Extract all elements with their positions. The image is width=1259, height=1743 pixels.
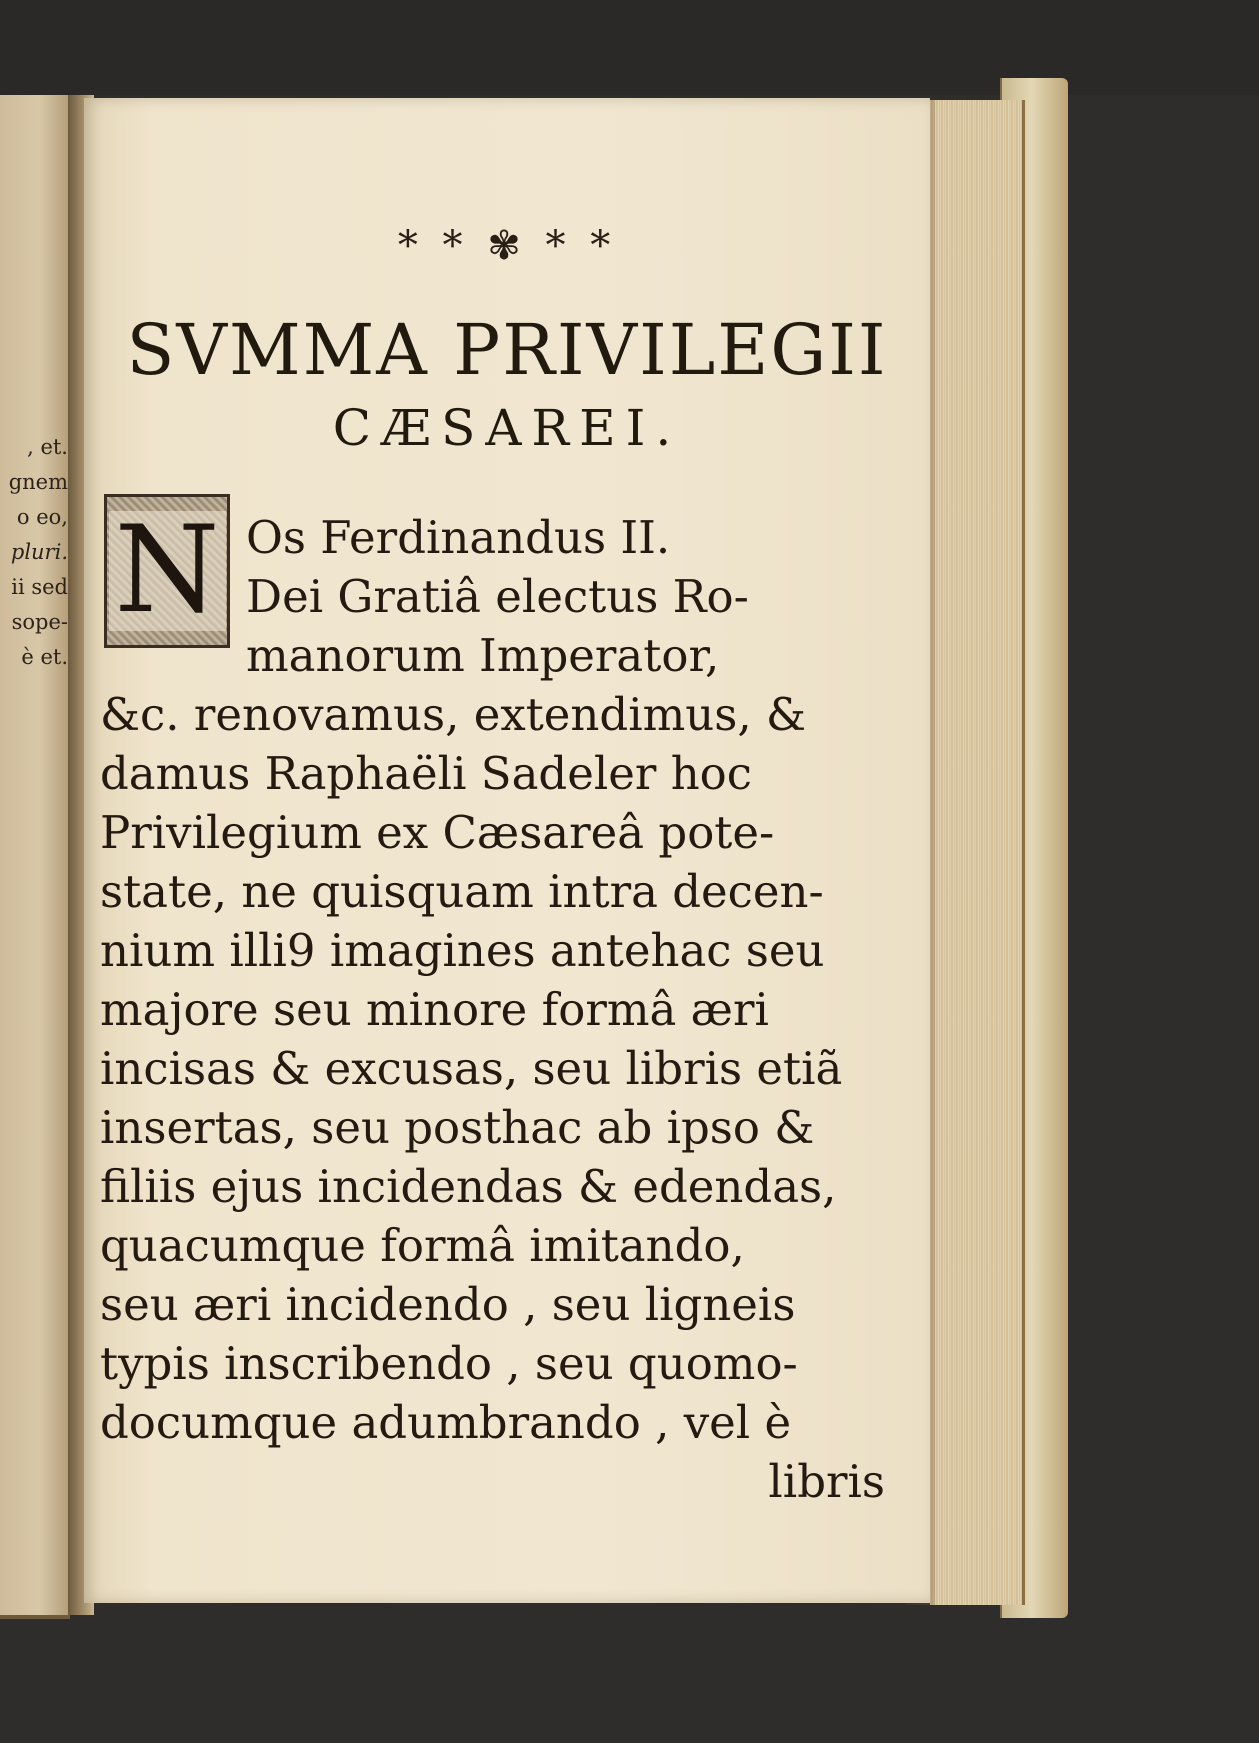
text-line: seu æri incidendo , seu ligneis	[100, 1278, 796, 1331]
text-line: &c. renovamus, extendimus, &	[100, 688, 807, 741]
previous-page-line: , et.	[27, 435, 68, 459]
previous-page-line: pluri.	[10, 540, 68, 564]
text-line: Dei Gratiâ electus Ro-	[246, 570, 749, 623]
text-line: filiis ejus incidendas & edendas,	[100, 1160, 837, 1213]
text-line: nium illi9 imagines antehac seu	[100, 924, 825, 977]
text-line: state, ne quisquam intra decen-	[100, 865, 824, 918]
book-page	[84, 98, 930, 1603]
book-fore-edge	[930, 100, 1025, 1605]
initial-letter: N	[109, 511, 226, 631]
text-line: quacumque formâ imitando,	[100, 1219, 745, 1272]
text-line: manorum Imperator,	[246, 629, 720, 682]
text-line: damus Raphaëli Sadeler hoc	[100, 747, 752, 800]
previous-page-line: sope-	[11, 610, 68, 634]
previous-page-text	[2, 430, 68, 675]
text-line: majore seu minore formâ æri	[100, 983, 769, 1036]
previous-page-line: ii sed	[11, 575, 68, 599]
previous-page-line: gnem	[8, 470, 68, 494]
text-line: incisas & excusas, seu libris etiã	[100, 1042, 843, 1095]
catchword: libris	[768, 1455, 885, 1508]
text-line: Os Ferdinandus II.	[246, 511, 671, 564]
privilege-text	[100, 508, 885, 1511]
previous-page-fragment	[0, 95, 70, 1619]
page-subheading: CÆSAREI.	[332, 399, 682, 457]
text-line: documque adumbrando , vel è	[100, 1396, 792, 1449]
text-line: typis inscribendo , seu quomo-	[100, 1337, 798, 1390]
text-line: insertas, seu posthac ab ipso &	[100, 1101, 815, 1154]
page-heading: SVMMA PRIVILEGII	[126, 309, 888, 391]
previous-page-line: o eo,	[16, 505, 68, 529]
text-line: Privilegium ex Cæsareâ pote-	[100, 806, 775, 859]
background	[0, 0, 1259, 95]
ornament-stars: * * ✾ * *	[397, 223, 617, 269]
previous-page-line: è et.	[21, 645, 68, 669]
